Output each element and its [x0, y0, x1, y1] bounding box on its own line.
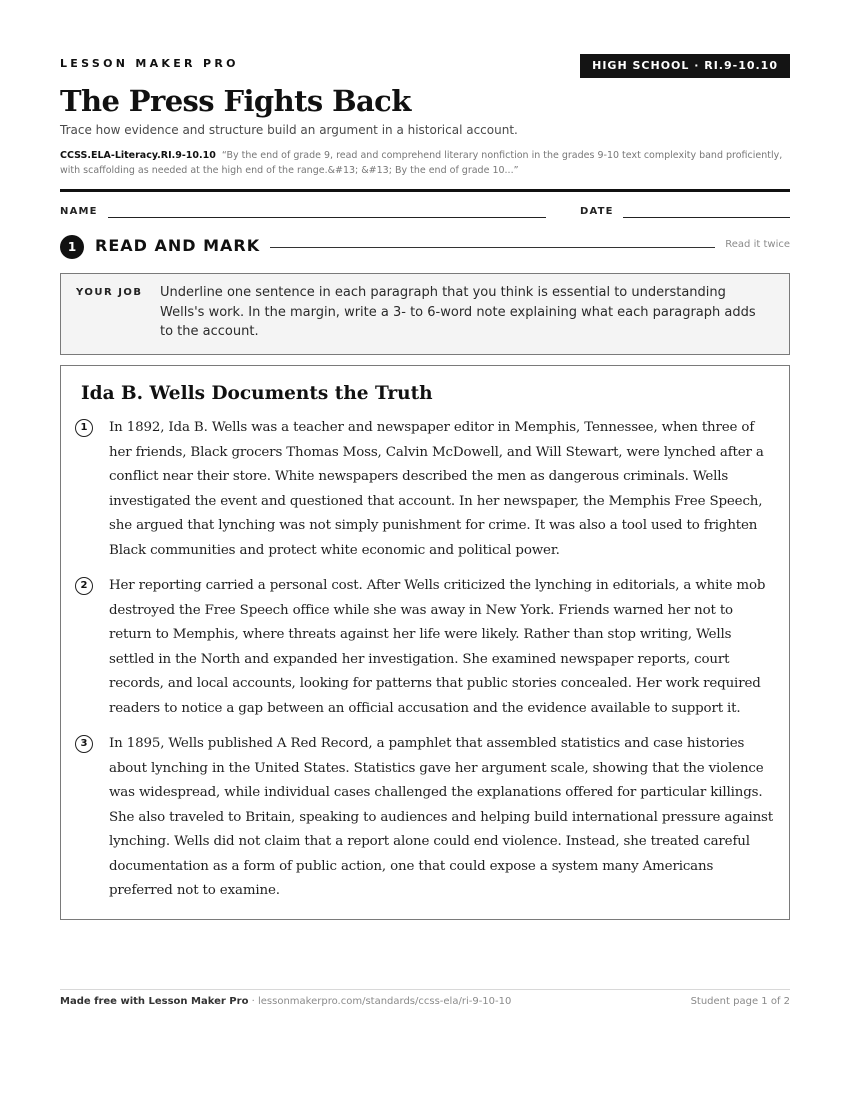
passage-title: Ida B. Wells Documents the Truth [81, 383, 433, 404]
reading-passage [60, 365, 790, 920]
standard-code: CCSS.ELA-Literacy.RI.9-10.10 [60, 150, 216, 161]
page-number: Student page 1 of 2 [690, 996, 790, 1007]
page-footer [60, 996, 790, 1007]
footer-divider [60, 989, 790, 990]
footer-url[interactable]: lessonmakerpro.com/standards/ccss-ela/ri-9-10-10 [257, 996, 512, 1007]
section-title: READ AND MARK [95, 236, 261, 255]
footer-credit: Made free with Lesson Maker Pro [60, 996, 249, 1007]
page-subtitle: Trace how evidence and structure build an argument in a historical account. [60, 123, 518, 137]
paragraph-text: In 1892, Ida B. Wells was a teacher and newspaper editor in Memphis, Tennessee, when three of her friends, Black grocers Thomas Moss, Calvin McDowell, and Will Stewart, were lynched after a conflict near their store. White newspapers described the men as dangerous criminals. Wells investigated the event and questioned that account. In her newspaper, the Memphis Free Speech, she argued that lynching was not simply punishment for crime. It was also a tool used to frighten Black communities and protect white economic and political power. [109, 420, 764, 558]
brand-name: LESSON MAKER PRO [60, 57, 239, 70]
date-label: DATE [580, 206, 614, 217]
header-divider [60, 189, 790, 192]
paragraph-number: 2 [75, 577, 93, 595]
section-rule [270, 247, 715, 248]
instructions-label: YOUR JOB [76, 287, 143, 298]
name-label: NAME [60, 206, 98, 217]
instructions-box [60, 273, 790, 355]
paragraph-number: 1 [75, 419, 93, 437]
header-bar [60, 55, 790, 79]
page-title: The Press Fights Back [60, 84, 411, 118]
standard-text: “By the end of grade 9, read and comprehend literary nonfiction in the grades 9-10 text complexity band proficiently, with scaffolding as needed at the high end of the range.&#13; &#13; By the end of grade 10...” [60, 150, 783, 176]
name-date-row [60, 206, 790, 222]
instructions-text: Underline one sentence in each paragraph that you think is essential to understanding Wells's work. In the margin, write a 3- to 6-word note explaining what each paragraph adds to the account. [160, 285, 756, 339]
section-number-badge: 1 [60, 235, 84, 259]
section-header [60, 235, 790, 259]
grade-standard-badge: HIGH SCHOOL · RI.9-10.10 [580, 54, 790, 78]
footer-separator: · [248, 996, 258, 1007]
paragraph-text: In 1895, Wells published A Red Record, a pamphlet that assembled statistics and case histories about lynching in the United States. Statistics gave her argument scale, showing that the violence was widespread, while individual cases challenged the explanations offered for particular killings. She also traveled to Britain, speaking to audiences and helping build international pressure against lynching. Wells did not claim that a report alone could end violence. Instead, she treated careful documentation as a form of public action, one that could expose a system many Americans preferred not to examine. [109, 736, 774, 898]
name-field[interactable] [108, 217, 546, 218]
date-field[interactable] [623, 217, 790, 218]
paragraph-number: 3 [75, 735, 93, 753]
section-note: Read it twice [725, 239, 790, 250]
paragraph-text: Her reporting carried a personal cost. After Wells criticized the lynching in editorials, a white mob destroyed the Free Speech office while she was away in New York. Friends warned her not to return to Memphis, where threats against her life were likely. Rather than stop writing, Wells settled in the North and expanded her investigation. She examined newspaper reports, court records, and local accounts, looking for patterns that public stories concealed. Her work required readers to notice a gap between an official accusation and the evidence available to support it. [109, 578, 766, 716]
standard-citation [60, 148, 790, 178]
